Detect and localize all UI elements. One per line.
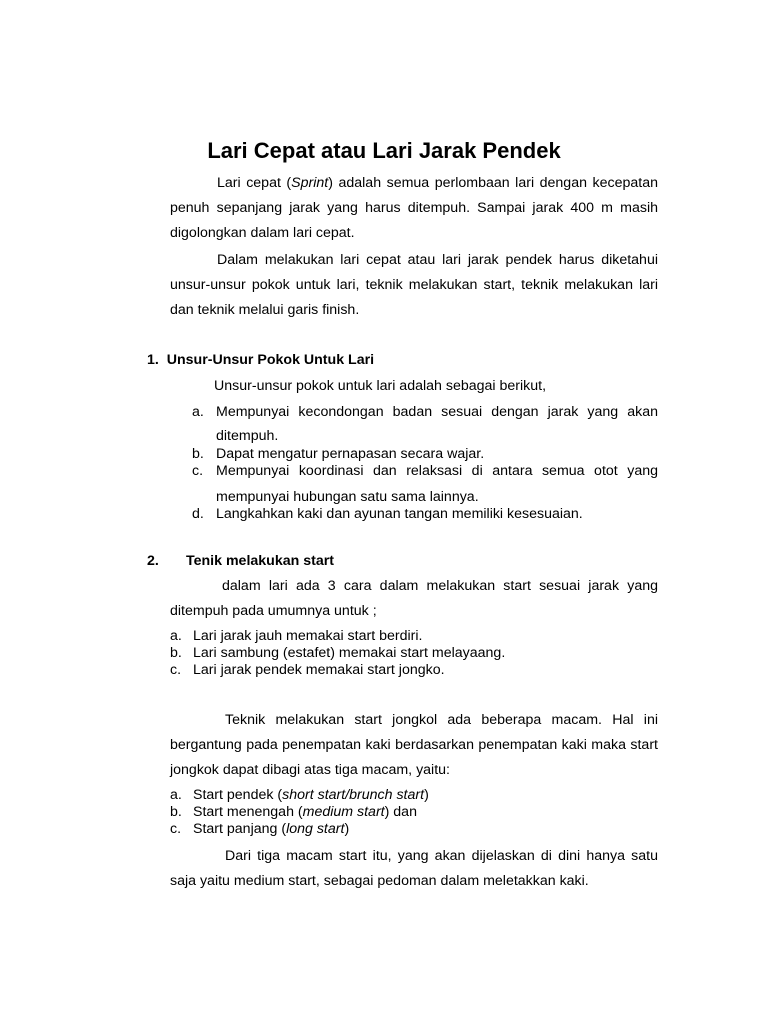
start-type-text: ) dan: [384, 804, 417, 820]
list-item: [170, 804, 658, 821]
start-type-term: long start: [286, 821, 345, 837]
list-marker: a.: [170, 787, 182, 803]
start-type-term: short start/brunch start: [282, 787, 425, 803]
list-item-text: Langkahkan kaki dan ayunan tangan memiliki kesesuaian.: [216, 506, 583, 522]
list-marker: a.: [192, 404, 204, 420]
list-item-text: Lari sambung (estafet) memakai start melayaang.: [193, 645, 506, 661]
list-item: [192, 506, 658, 522]
list-item-text: [193, 804, 658, 821]
list-item: [170, 645, 658, 662]
intro-paragraph-1: [170, 171, 658, 246]
list-item-text: Mempunyai kecondongan badan sesuai dengan jarak yang akan ditempuh.: [216, 404, 658, 444]
intro-paragraph-2: Dalam melakukan lari cepat atau lari jarak pendek harus diketahui unsur-unsur pokok untuk lari, teknik melakukan start, teknik melakukan lari dan teknik melalui garis finish.: [170, 252, 658, 318]
start-jongkok-paragraph: Teknik melakukan start jongkol ada beberapa macam. Hal ini bergantung pada penempatan kaki berdasarkan penempatan kaki maka start jongkok dapat dibagi atas tiga macam, yaitu:: [170, 712, 658, 778]
list-item: [170, 628, 658, 645]
section-2-heading: [147, 551, 334, 571]
list-item: [192, 458, 658, 510]
document-title: Lari Cepat atau Lari Jarak Pendek: [207, 138, 561, 163]
section-2-lead: [170, 574, 658, 624]
list-item: [170, 821, 658, 838]
list-item: [170, 662, 658, 679]
section-2-title: Tenik melakukan start: [186, 553, 334, 569]
list-item-text: Dapat mengatur pernapasan secara wajar.: [216, 446, 485, 462]
intro-p1-text-b: ) adalah semua perlombaan lari dengan kecepatan penuh sepanjang jarak yang harus ditempuh. Sampai jarak 400 m masih digolongkan dalam lari cepat.: [170, 175, 658, 241]
list-item-text: [193, 787, 658, 804]
list-marker: c.: [192, 463, 204, 479]
intro-p1-text-a: Lari cepat (: [217, 175, 292, 191]
list-item: [192, 400, 658, 448]
start-type-text: ): [344, 821, 350, 837]
section-1-heading: [147, 350, 374, 370]
start-type-text: Start pendek (: [193, 787, 283, 803]
section-1-number: 1.: [147, 352, 159, 368]
section-2-list: [170, 628, 658, 679]
section-2-number: 2.: [147, 553, 159, 569]
list-item-text: Mempunyai koordinasi dan relaksasi di antara semua otot yang mempunyai hubungan satu sama lainnya.: [216, 463, 658, 505]
list-marker: d.: [192, 506, 204, 522]
start-type-term: medium start: [302, 804, 385, 820]
list-marker: c.: [170, 662, 182, 678]
section-1-title: Unsur-Unsur Pokok Untuk Lari: [166, 352, 375, 368]
list-item-text: Lari jarak jauh memakai start berdiri.: [193, 628, 423, 644]
section-1-lead: Unsur-unsur pokok untuk lari adalah sebagai berikut,: [214, 378, 547, 394]
start-type-text: Start panjang (: [193, 821, 287, 837]
start-types-list: [170, 787, 658, 838]
list-marker: c.: [170, 821, 182, 837]
list-item-text: [193, 821, 658, 838]
list-item-text: Lari jarak pendek memakai start jongko.: [193, 662, 445, 678]
list-marker: b.: [192, 446, 204, 462]
list-marker: b.: [170, 804, 182, 820]
medium-start-paragraph: Dari tiga macam start itu, yang akan dijelaskan di dini hanya satu saja yaitu medium start, sebagai pedoman dalam meletakkan kaki.: [170, 848, 658, 889]
start-type-text: ): [424, 787, 429, 803]
start-type-text: Start menengah (: [193, 804, 303, 820]
intro-p1-sprint-term: Sprint: [291, 175, 329, 191]
list-item: [170, 787, 658, 804]
section-2-lead-text: dalam lari ada 3 cara dalam melakukan start sesuai jarak yang ditempuh pada umumnya untuk ;: [170, 578, 658, 619]
list-marker: a.: [170, 628, 182, 644]
section-1-list: [192, 400, 658, 522]
list-marker: b.: [170, 645, 182, 661]
